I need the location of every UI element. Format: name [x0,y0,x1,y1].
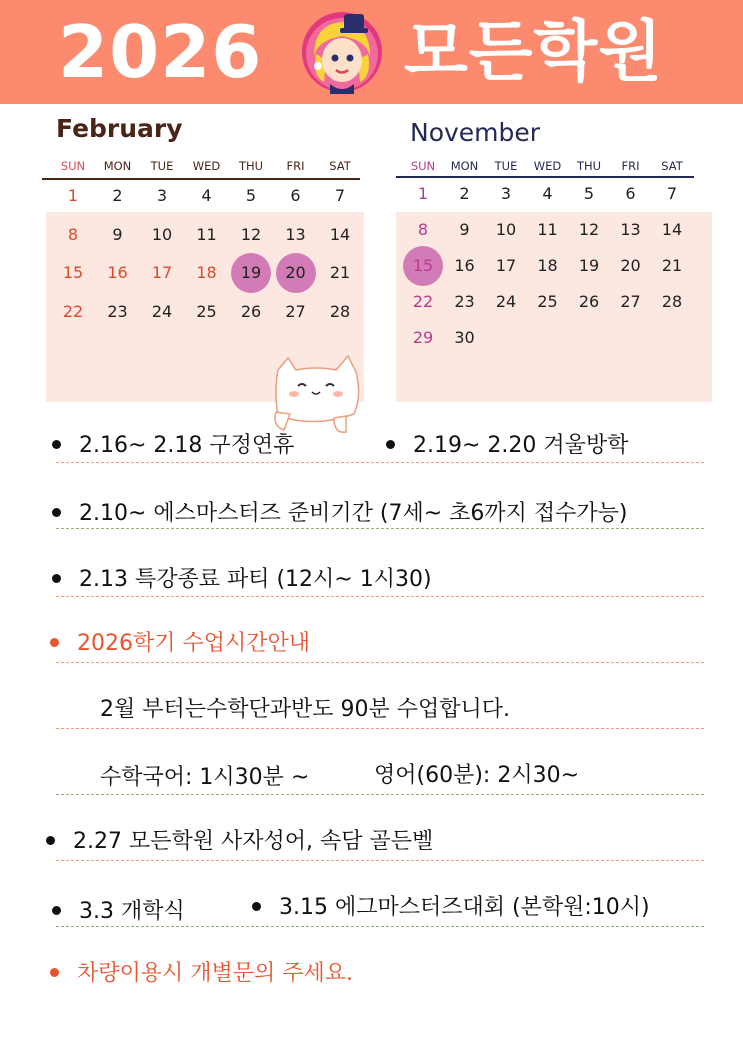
calendar-day-27: 27 [620,292,641,311]
calendar-day-15: 15 [412,256,434,275]
calendar-day-17: 17 [495,256,517,275]
notice-text: 2.16~ 2.18 구정연휴 [79,433,295,458]
weekday-sat: SAT [661,159,683,173]
girl-character-icon [300,10,384,94]
bullet-icon [50,968,59,977]
notice-text: 수학국어: 1시30분 ~ [100,765,310,790]
february-title: February [56,114,183,143]
header-year: 2026 [58,10,263,94]
calendar-day-19: 19 [240,263,262,282]
notice-golden-bell [46,824,433,855]
bullet-icon [252,902,261,911]
calendar-day-23: 23 [107,301,128,321]
calendar-day-21: 21 [661,256,683,275]
bullet-icon [46,836,55,845]
calendar-day-25: 25 [537,292,558,311]
header-banner [0,0,743,104]
weekday-mon: MON [103,159,132,173]
calendar-day-1: 1 [67,186,79,205]
bullet-icon [52,574,61,583]
calendar-day-2: 2 [112,186,123,205]
weekday-fri: FRI [286,159,305,173]
weekday-tue: TUE [494,159,518,173]
calendar-day-1: 1 [417,184,429,203]
notice-text: 2.19~ 2.20 겨울방학 [413,433,629,458]
november-calendar [396,112,714,402]
notice-text: 영어(60분): 2시30~ [374,763,579,788]
calendar-day-7: 7 [334,186,346,205]
notice-math-90min [100,692,510,723]
weekday-tue: TUE [150,159,174,173]
calendar-day-18: 18 [196,263,217,282]
calendar-day-9: 9 [459,220,470,239]
notice-text: 2.13 특강종료 파티 (12시~ 1시30) [79,567,432,592]
weekday-fri: FRI [621,159,640,173]
calendar-day-10: 10 [495,220,517,239]
calendar-day-29: 29 [412,328,434,347]
calendar-day-20: 20 [620,256,641,275]
calendar-day-14: 14 [329,224,351,244]
calendar-day-8: 8 [417,220,429,239]
notice-class-schedule-heading [50,626,310,657]
calendar-day-12: 12 [578,220,600,239]
calendar-day-4: 4 [201,186,212,205]
header-academy-name: 모든학원 [404,13,664,90]
notice-text: 2026학기 수업시간안내 [77,631,310,656]
calendar-day-12: 12 [240,224,262,244]
calendar-day-11: 11 [537,220,558,239]
weekday-wed: WED [192,159,221,173]
bullet-icon [52,440,61,449]
notice-english-time [374,758,579,789]
calendar-day-25: 25 [196,301,217,321]
calendar-day-15: 15 [62,263,84,282]
bullet-icon [52,508,61,517]
notice-winter-break [386,428,628,459]
dashed-divider [56,462,704,463]
calendar-day-11: 11 [196,224,217,244]
dashed-divider [56,926,704,927]
calendar-day-5: 5 [583,184,595,203]
weekday-mon: MON [450,159,479,173]
notice-party [52,562,432,593]
calendar-day-30: 30 [454,328,475,347]
calendar-day-8: 8 [67,224,79,244]
calendar-day-13: 13 [620,220,641,239]
calendar-day-27: 27 [285,301,306,321]
calendar-day-26: 26 [578,292,600,311]
calendar-day-2: 2 [459,184,470,203]
calendar-day-3: 3 [500,184,512,203]
calendar-day-28: 28 [661,292,683,311]
notice-shuttle-inquiry [50,956,353,987]
calendar-day-21: 21 [329,263,351,282]
notice-preparation-period [52,496,628,527]
calendar-day-19: 19 [578,256,600,275]
calendar-day-28: 28 [329,301,351,321]
dashed-divider [56,794,704,795]
november-title: November [410,118,541,147]
weekday-sun: SUN [60,159,86,173]
calendar-day-26: 26 [240,301,262,321]
calendar-day-22: 22 [62,301,84,321]
notice-text: 3.15 에그마스터즈대회 (본학원:10시) [279,895,650,920]
bullet-icon [386,440,395,449]
calendar-day-5: 5 [245,186,257,205]
calendar-day-14: 14 [661,220,683,239]
notice-opening-ceremony [52,894,185,925]
calendar-day-13: 13 [285,224,306,244]
weekday-sun: SUN [410,159,436,173]
cat-mascot-icon [268,352,364,436]
calendar-day-3: 3 [156,186,168,205]
dashed-divider [56,860,704,861]
bullet-icon [52,906,61,915]
calendar-day-20: 20 [285,263,306,282]
calendar-day-24: 24 [151,301,173,321]
notice-text: 2.10~ 에스마스터즈 준비기간 (7세~ 초6까지 접수가능) [79,501,628,526]
calendar-day-16: 16 [454,256,475,275]
notice-text: 2.27 모든학원 사자성어, 속담 골든벨 [73,829,434,854]
notice-math-korean-time [100,760,309,791]
bullet-icon [50,638,59,647]
dashed-divider [56,728,704,729]
dashed-divider [56,528,704,529]
calendar-day-6: 6 [290,186,301,205]
notice-text: 3.3 개학식 [79,899,185,924]
calendar-day-4: 4 [542,184,553,203]
calendar-day-16: 16 [107,263,128,282]
notice-text: 2월 부터는수학단과반도 90분 수업합니다. [100,697,510,722]
calendar-day-9: 9 [112,224,123,244]
calendar-day-10: 10 [151,224,173,244]
calendar-day-17: 17 [151,263,173,282]
dashed-divider [56,596,704,597]
calendar-day-24: 24 [495,292,517,311]
calendar-day-7: 7 [666,184,678,203]
notice-text: 차량이용시 개별문의 주세요. [77,961,354,986]
notice-competition [252,890,650,921]
weekday-sat: SAT [329,159,351,173]
calendar-day-6: 6 [625,184,636,203]
weekday-wed: WED [533,159,562,173]
weekday-thu: THU [238,159,264,173]
calendar-day-22: 22 [412,292,434,311]
calendar-day-18: 18 [537,256,558,275]
notice-lunar-new-year [52,428,294,459]
dashed-divider [56,662,704,663]
calendar-day-23: 23 [454,292,475,311]
weekday-thu: THU [576,159,602,173]
